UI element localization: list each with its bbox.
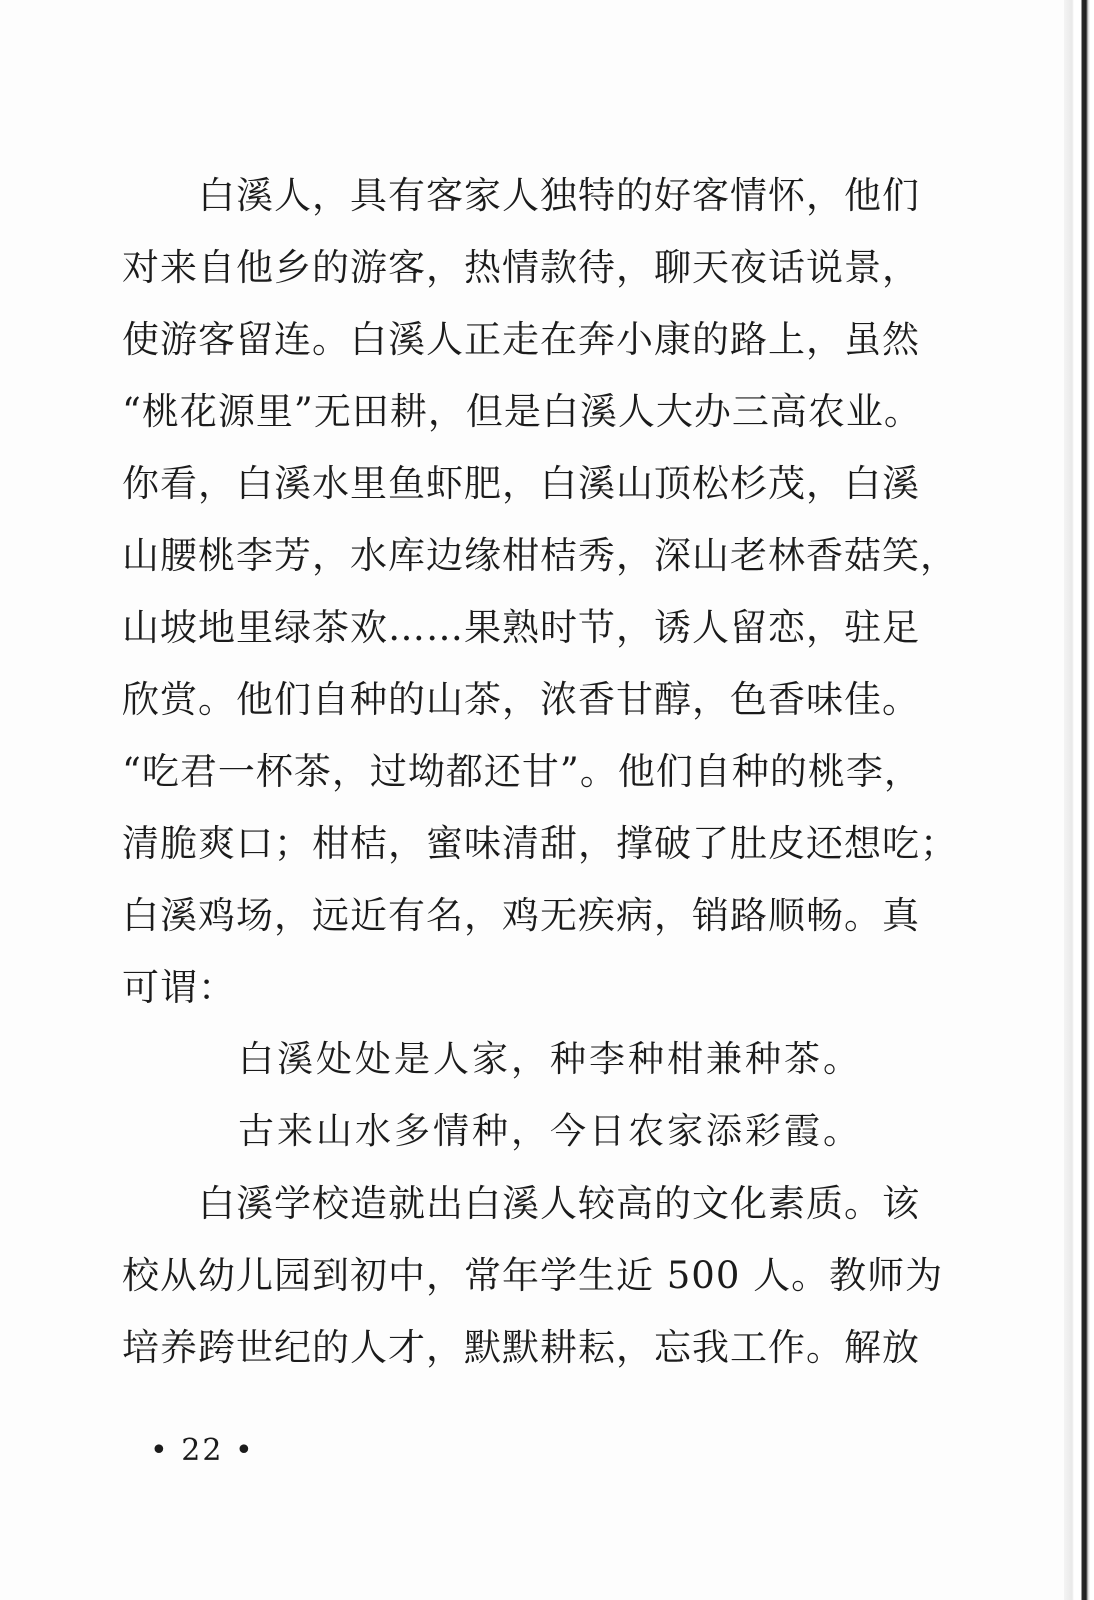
- paragraph-line: 使游客留连。白溪人正走在奔小康的路上，虽然: [122, 318, 920, 361]
- paragraph-line: 你看，白溪水里鱼虾肥，白溪山顶松杉茂，白溪: [122, 462, 920, 505]
- paragraph-line: 清脆爽口；柑桔，蜜味清甜，撑破了肚皮还想吃；: [122, 822, 958, 865]
- page-number: • 22 •: [150, 1433, 255, 1468]
- paragraph-line: “桃花源里”无田耕，但是白溪人大办三高农业。: [122, 390, 922, 433]
- paragraph-line: 欣赏。他们自种的山茶，浓香甘醇，色香味佳。: [122, 678, 920, 721]
- paragraph-line: 可谓：: [122, 966, 236, 1009]
- paragraph-line: 校从幼儿园到初中，常年学生近 500 人。教师为: [122, 1254, 944, 1297]
- page-edge-border: [1064, 0, 1094, 1600]
- paragraph-line: 白溪人，具有客家人独特的好客情怀，他们: [198, 174, 920, 217]
- paragraph-line: 山坡地里绿茶欢……果熟时节，诱人留恋，驻足: [122, 606, 920, 649]
- poem-line: 白溪处处是人家，种李种柑兼种茶。: [238, 1039, 863, 1080]
- paragraph-line: 白溪学校造就出白溪人较高的文化素质。该: [198, 1182, 920, 1225]
- paragraph-line: 山腰桃李芳，水库边缘柑桔秀，深山老林香菇笑，: [122, 534, 958, 577]
- paragraph-line: 对来自他乡的游客，热情款待，聊天夜话说景，: [122, 246, 920, 289]
- paragraph-line: 白溪鸡场，远近有名，鸡无疾病，销路顺畅。真: [122, 894, 920, 937]
- paragraph-line: 培养跨世纪的人才，默默耕耘，忘我工作。解放: [122, 1326, 920, 1369]
- body-text: [122, 160, 992, 1384]
- paragraph-line: “吃君一杯茶，过坳都还甘”。他们自种的桃李，: [122, 750, 922, 793]
- poem-line: 古来山水多情种，今日农家添彩霞。: [238, 1111, 863, 1152]
